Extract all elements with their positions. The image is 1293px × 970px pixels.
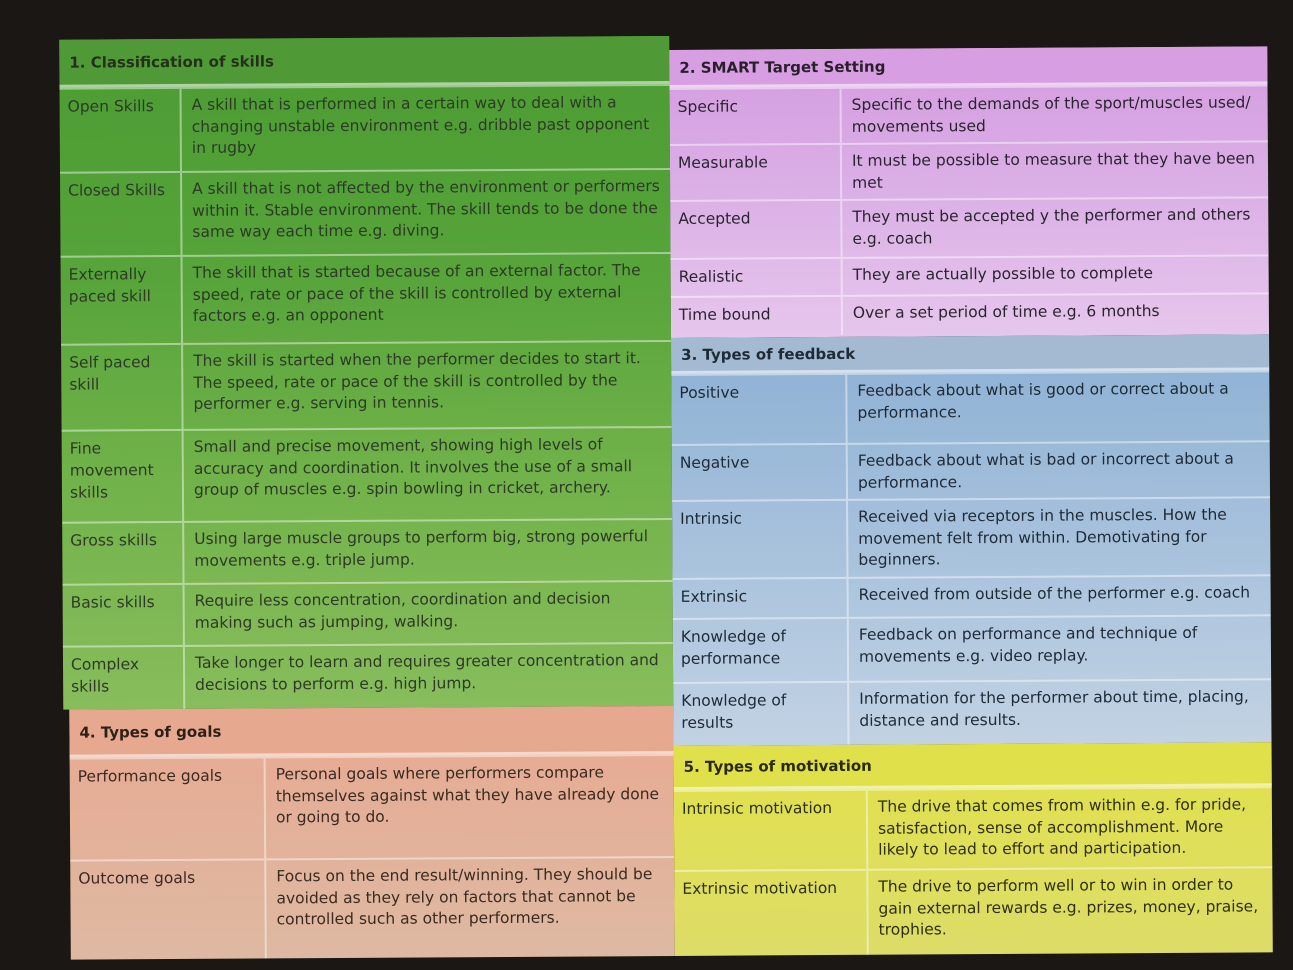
- table-row: [70, 856, 675, 960]
- table-row: [63, 580, 673, 646]
- term-cell: Intrinsic motivation: [674, 791, 868, 870]
- table-row: [673, 678, 1271, 746]
- table-row: [70, 754, 675, 860]
- term-cell: Outcome goals: [70, 860, 267, 959]
- term-cell: Specific: [670, 89, 842, 144]
- section-title: 3. Types of feedback: [671, 334, 1269, 374]
- term-cell: Negative: [672, 445, 848, 500]
- table-row: [62, 518, 672, 584]
- description-cell: Using large muscle groups to perform big, strong powerful movements e.g. triple jump.: [194, 527, 649, 570]
- table-row: [673, 574, 1271, 618]
- table-row: [674, 866, 1273, 956]
- description-cell: The drive to perform well or to win in order to gain external rewards e.g. prizes, money, praise, trophies.: [878, 875, 1259, 939]
- section-title: 4. Types of goals: [69, 706, 673, 758]
- description-cell: Take longer to learn and requires greater concentration and decisions to perform e.g. high jump.: [194, 651, 659, 694]
- description-cell: Specific to the demands of the sport/muscles used/ movements used: [851, 93, 1251, 136]
- description-cell: Require less concentration, coordination and decision making such as jumping, walking.: [194, 589, 611, 632]
- types-of-feedback-section: [671, 334, 1271, 746]
- description-cell: The skill that is started because of an external factor. The speed, rate or pace of the skill is controlled by external factors e.g. an opponent: [192, 261, 641, 325]
- term-cell: Accepted: [670, 201, 842, 258]
- table-row: [674, 786, 1272, 870]
- term-cell: Basic skills: [63, 585, 185, 646]
- description-cell: Personal goals where performers compare themselves against what they have already done or going to do.: [275, 763, 660, 827]
- description-cell: Information for the performer about time, placing, distance and results.: [859, 687, 1249, 730]
- description-cell: Feedback about what is good or correct about a performance.: [857, 379, 1229, 422]
- table-row: [671, 254, 1269, 296]
- description-cell: It must be possible to measure that they have been met: [851, 149, 1255, 192]
- term-cell: Performance goals: [70, 758, 267, 859]
- description-cell: Over a set period of time e.g. 6 months: [852, 301, 1160, 322]
- table-row: [61, 340, 672, 430]
- types-of-motivation-section: [674, 742, 1273, 956]
- table-row: [59, 84, 670, 172]
- section-title: 5. Types of motivation: [674, 742, 1272, 790]
- term-cell: Gross skills: [62, 523, 184, 584]
- description-cell: Small and precise movement, showing high levels of accuracy and coordination. It involves the use of a small group of muscles e.g. spin bowling in cricket, archery.: [193, 435, 633, 499]
- description-cell: Feedback on performance and technique of movements e.g. video replay.: [858, 623, 1198, 666]
- table-row: [670, 140, 1268, 200]
- term-cell: Closed Skills: [60, 173, 182, 256]
- classification-of-skills-section: [59, 36, 673, 710]
- term-cell: Self paced skill: [61, 345, 184, 430]
- term-cell: Extrinsic: [673, 579, 849, 618]
- section-title: 1. Classification of skills: [59, 36, 669, 88]
- description-cell: A skill that is performed in a certain way to deal with a changing unstable environment e.g. dribble past opponent in rugby: [191, 93, 650, 157]
- description-cell: A skill that is not affected by the environment or performers within it. Stable environment. The skill tends to be done the same way each time e.g. diving.: [192, 177, 660, 241]
- description-cell: Feedback about what is bad or incorrect about a performance.: [857, 449, 1234, 492]
- description-cell: The drive that comes from within e.g. for pride, satisfaction, sense of accomplishment. More likely to lead to effort and participation.: [877, 795, 1247, 859]
- table-row: [60, 168, 671, 256]
- term-cell: Fine movement skills: [62, 431, 185, 522]
- term-cell: Complex skills: [63, 647, 185, 710]
- description-cell: The skill is started when the performer decides to start it. The speed, rate or pace of the skill is controlled by the performer e.g. serving in tennis.: [193, 349, 641, 413]
- term-cell: Measurable: [670, 145, 842, 200]
- term-cell: Externally paced skill: [61, 257, 184, 344]
- table-row: [672, 496, 1270, 578]
- description-cell: They must be accepted y the performer and others e.g. coach: [852, 205, 1251, 248]
- table-row: [670, 84, 1268, 144]
- table-row: [61, 252, 672, 344]
- table-row: [672, 440, 1270, 500]
- types-of-goals-section: [69, 706, 675, 960]
- section-title: 2. SMART Target Setting: [669, 46, 1267, 88]
- table-row: [671, 292, 1269, 336]
- term-cell: Open Skills: [60, 89, 182, 172]
- table-row: [673, 614, 1271, 682]
- description-cell: Received via receptors in the muscles. How the movement felt from within. Demotivating for beginners.: [858, 505, 1227, 569]
- description-cell: Received from outside of the performer e.g. coach: [858, 583, 1251, 604]
- term-cell: Knowledge of performance: [673, 619, 849, 682]
- description-cell: They are actually possible to complete: [852, 264, 1154, 284]
- table-row: [670, 196, 1268, 258]
- term-cell: Realistic: [671, 259, 843, 296]
- term-cell: Intrinsic: [672, 501, 848, 578]
- table-row: [62, 426, 673, 522]
- smart-target-setting-section: [669, 46, 1269, 338]
- term-cell: Knowledge of results: [673, 683, 849, 746]
- description-cell: Focus on the end result/winning. They should be avoided as they rely on factors that cannot be controlled such as other performers.: [276, 865, 653, 929]
- table-row: [63, 642, 673, 710]
- table-row: [671, 370, 1269, 444]
- term-cell: Extrinsic motivation: [674, 871, 869, 956]
- term-cell: Time bound: [671, 297, 843, 336]
- revision-sheet: [59, 32, 1273, 959]
- term-cell: Positive: [671, 375, 847, 444]
